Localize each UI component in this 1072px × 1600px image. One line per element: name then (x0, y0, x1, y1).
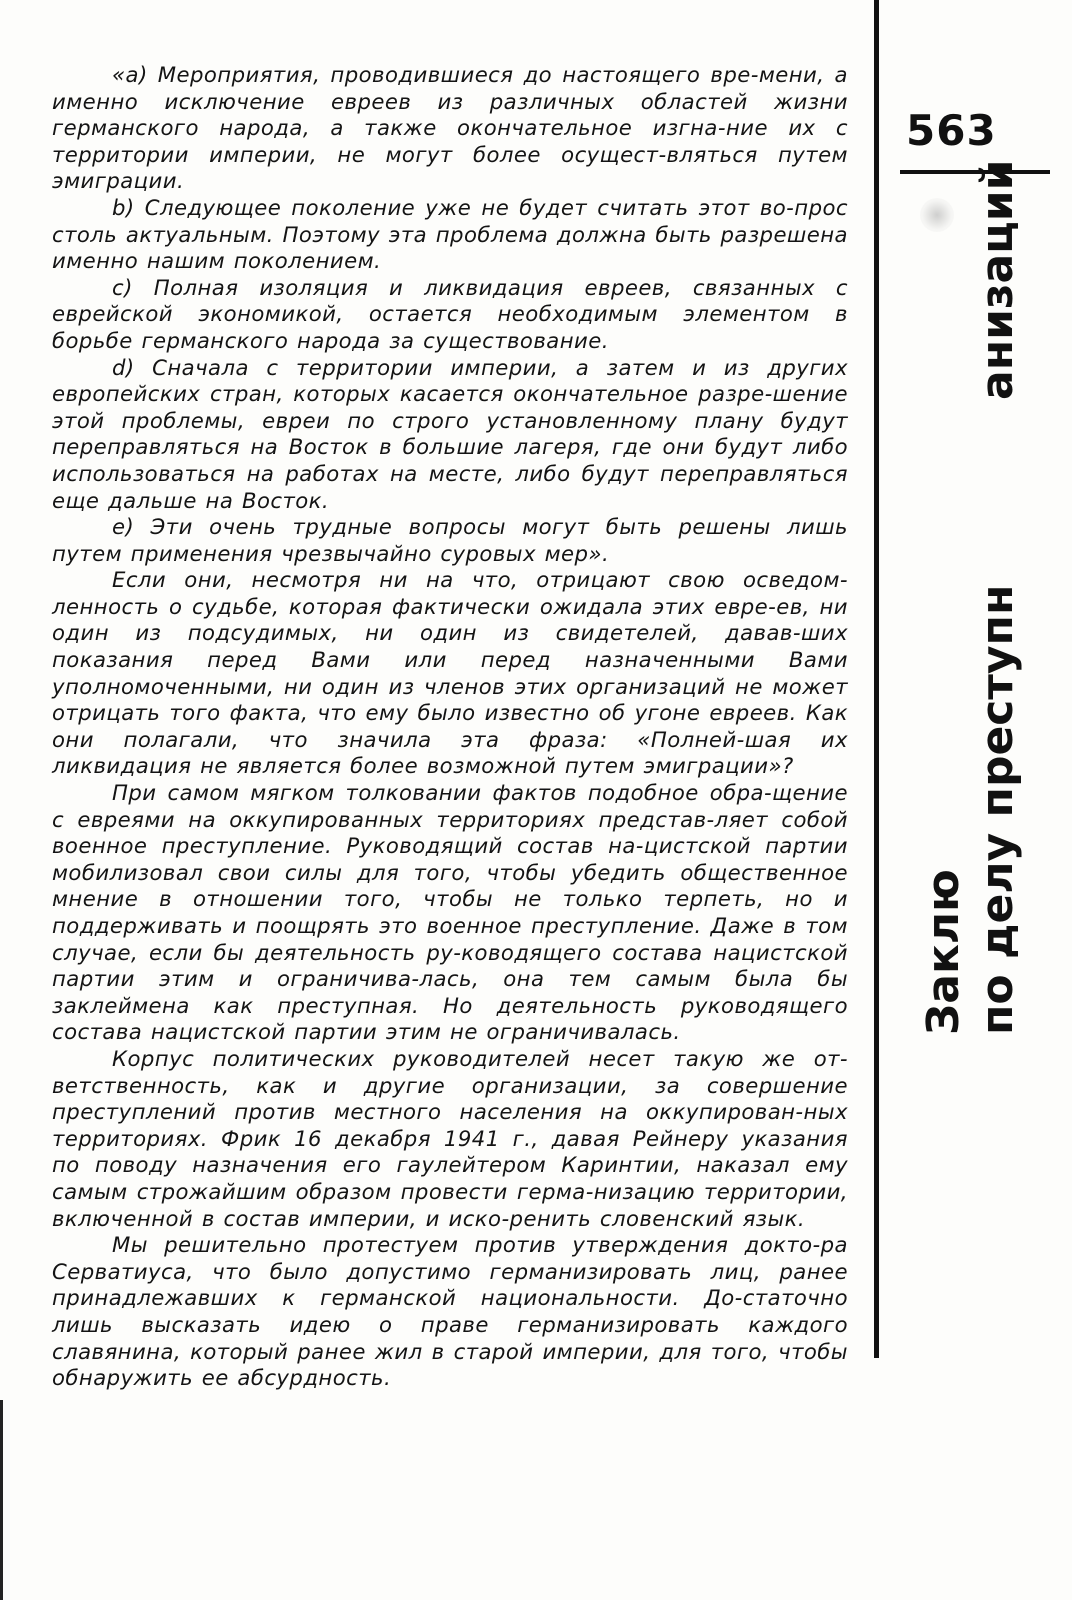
paragraph-c: c) Полная изоляция и ликвидация евреев, связанных с еврейской экономикой, остается необходимым элементом в борьбе германского народа за существование. (52, 274, 848, 353)
paragraph-war-crime: При самом мягком толковании фактов подобное обра-щение с евреями на оккупированных территориях представ-ляет собой военное преступление. Руководящий состав на-цистской партии мобилизовал свои силы для того, чтобы убедить общественное мнение в отношении того, чтобы не только терпеть, но и поддерживать и поощрять это военное преступление. Даже в том случае, если бы деятельность ру-ководящего состава нацистской партии этим и ограничива-лась, она тем самым была бы заклеймена как преступная. Но деятельность руководящего состава нацистской партии этим не ограничивалась. (52, 780, 848, 1045)
body-text (52, 62, 848, 1392)
print-smudge (920, 198, 954, 232)
binding-edge-mark (0, 1400, 3, 1600)
running-title-line2: по делу преступн (972, 584, 1023, 1035)
margin-rule (874, 0, 879, 1358)
running-title-line3: анизаций (972, 159, 1023, 400)
running-title-line1: Заклю (918, 869, 969, 1035)
paragraph-b: b) Следующее поколение уже не будет считать этот во-прос столь актуальным. Поэтому эта проблема должна быть разрешена именно нашим поколением. (52, 194, 848, 274)
paragraph-denial: Если они, несмотря ни на что, отрицают свою осведом-ленность о судьбе, которая фактически ожидала этих евре-ев, ни один из подсудимых, ни один из свидетелей, давав-ших показания перед Вами или перед назначенными Вами уполномоченными, ни один из членов этих организаций не может отрицать того факта, что ему было известно об угоне евреев. Как они полагали, что значила эта фраза: «Полней-шая их ликвидация не является более возможной путем эмиграции»? (52, 567, 848, 779)
page-number: 563 (906, 106, 997, 155)
paragraph-e: e) Эти очень трудные вопросы могут быть решены лишь путем применения чрезвычайно суровых мер». (52, 514, 848, 566)
paragraph-a: «а) Мероприятия, проводившиеся до настоящего вре-мени, а именно исключение евреев из различных областей жизни германского народа, а также окончательное изгна-ние их с территории империи, не могут более осущест-вляться путем эмиграции. (52, 62, 848, 194)
paragraph-d: d) Сначала с территории империи, а затем и из других европейских стран, которых касается окончательное разре-шение этой проблемы, евреи по строго установленному плану будут переправляться на Восток в большие лагеря, где они будут либо использоваться на работах на месте, либо будут переправляться еще дальше на Восток. (52, 354, 848, 513)
paragraph-servatius: Мы решительно протестуем против утверждения докто-ра Серватиуса, что было допустимо германизировать лиц, ранее принадлежавших к германской национальности. До-статочно лишь высказать идею о праве германизировать каждого славянина, который ранее жил в старой империи, для того, чтобы обнаружить ее абсурдность. (52, 1232, 848, 1391)
paragraph-political-leaders: Корпус политических руководителей несет такую же от-ветственность, как и другие организации, за совершение преступлений против местного населения на оккупирован-ных территориях. Фрик 16 декабря 1941 г., давая Рейнеру указания по поводу назначения его гаулейтером Каринтии, наказал ему самым строжайшим образом провести герма-низацию территории, включенной в состав империи, и искo-ренить словенский язык. (52, 1045, 848, 1231)
